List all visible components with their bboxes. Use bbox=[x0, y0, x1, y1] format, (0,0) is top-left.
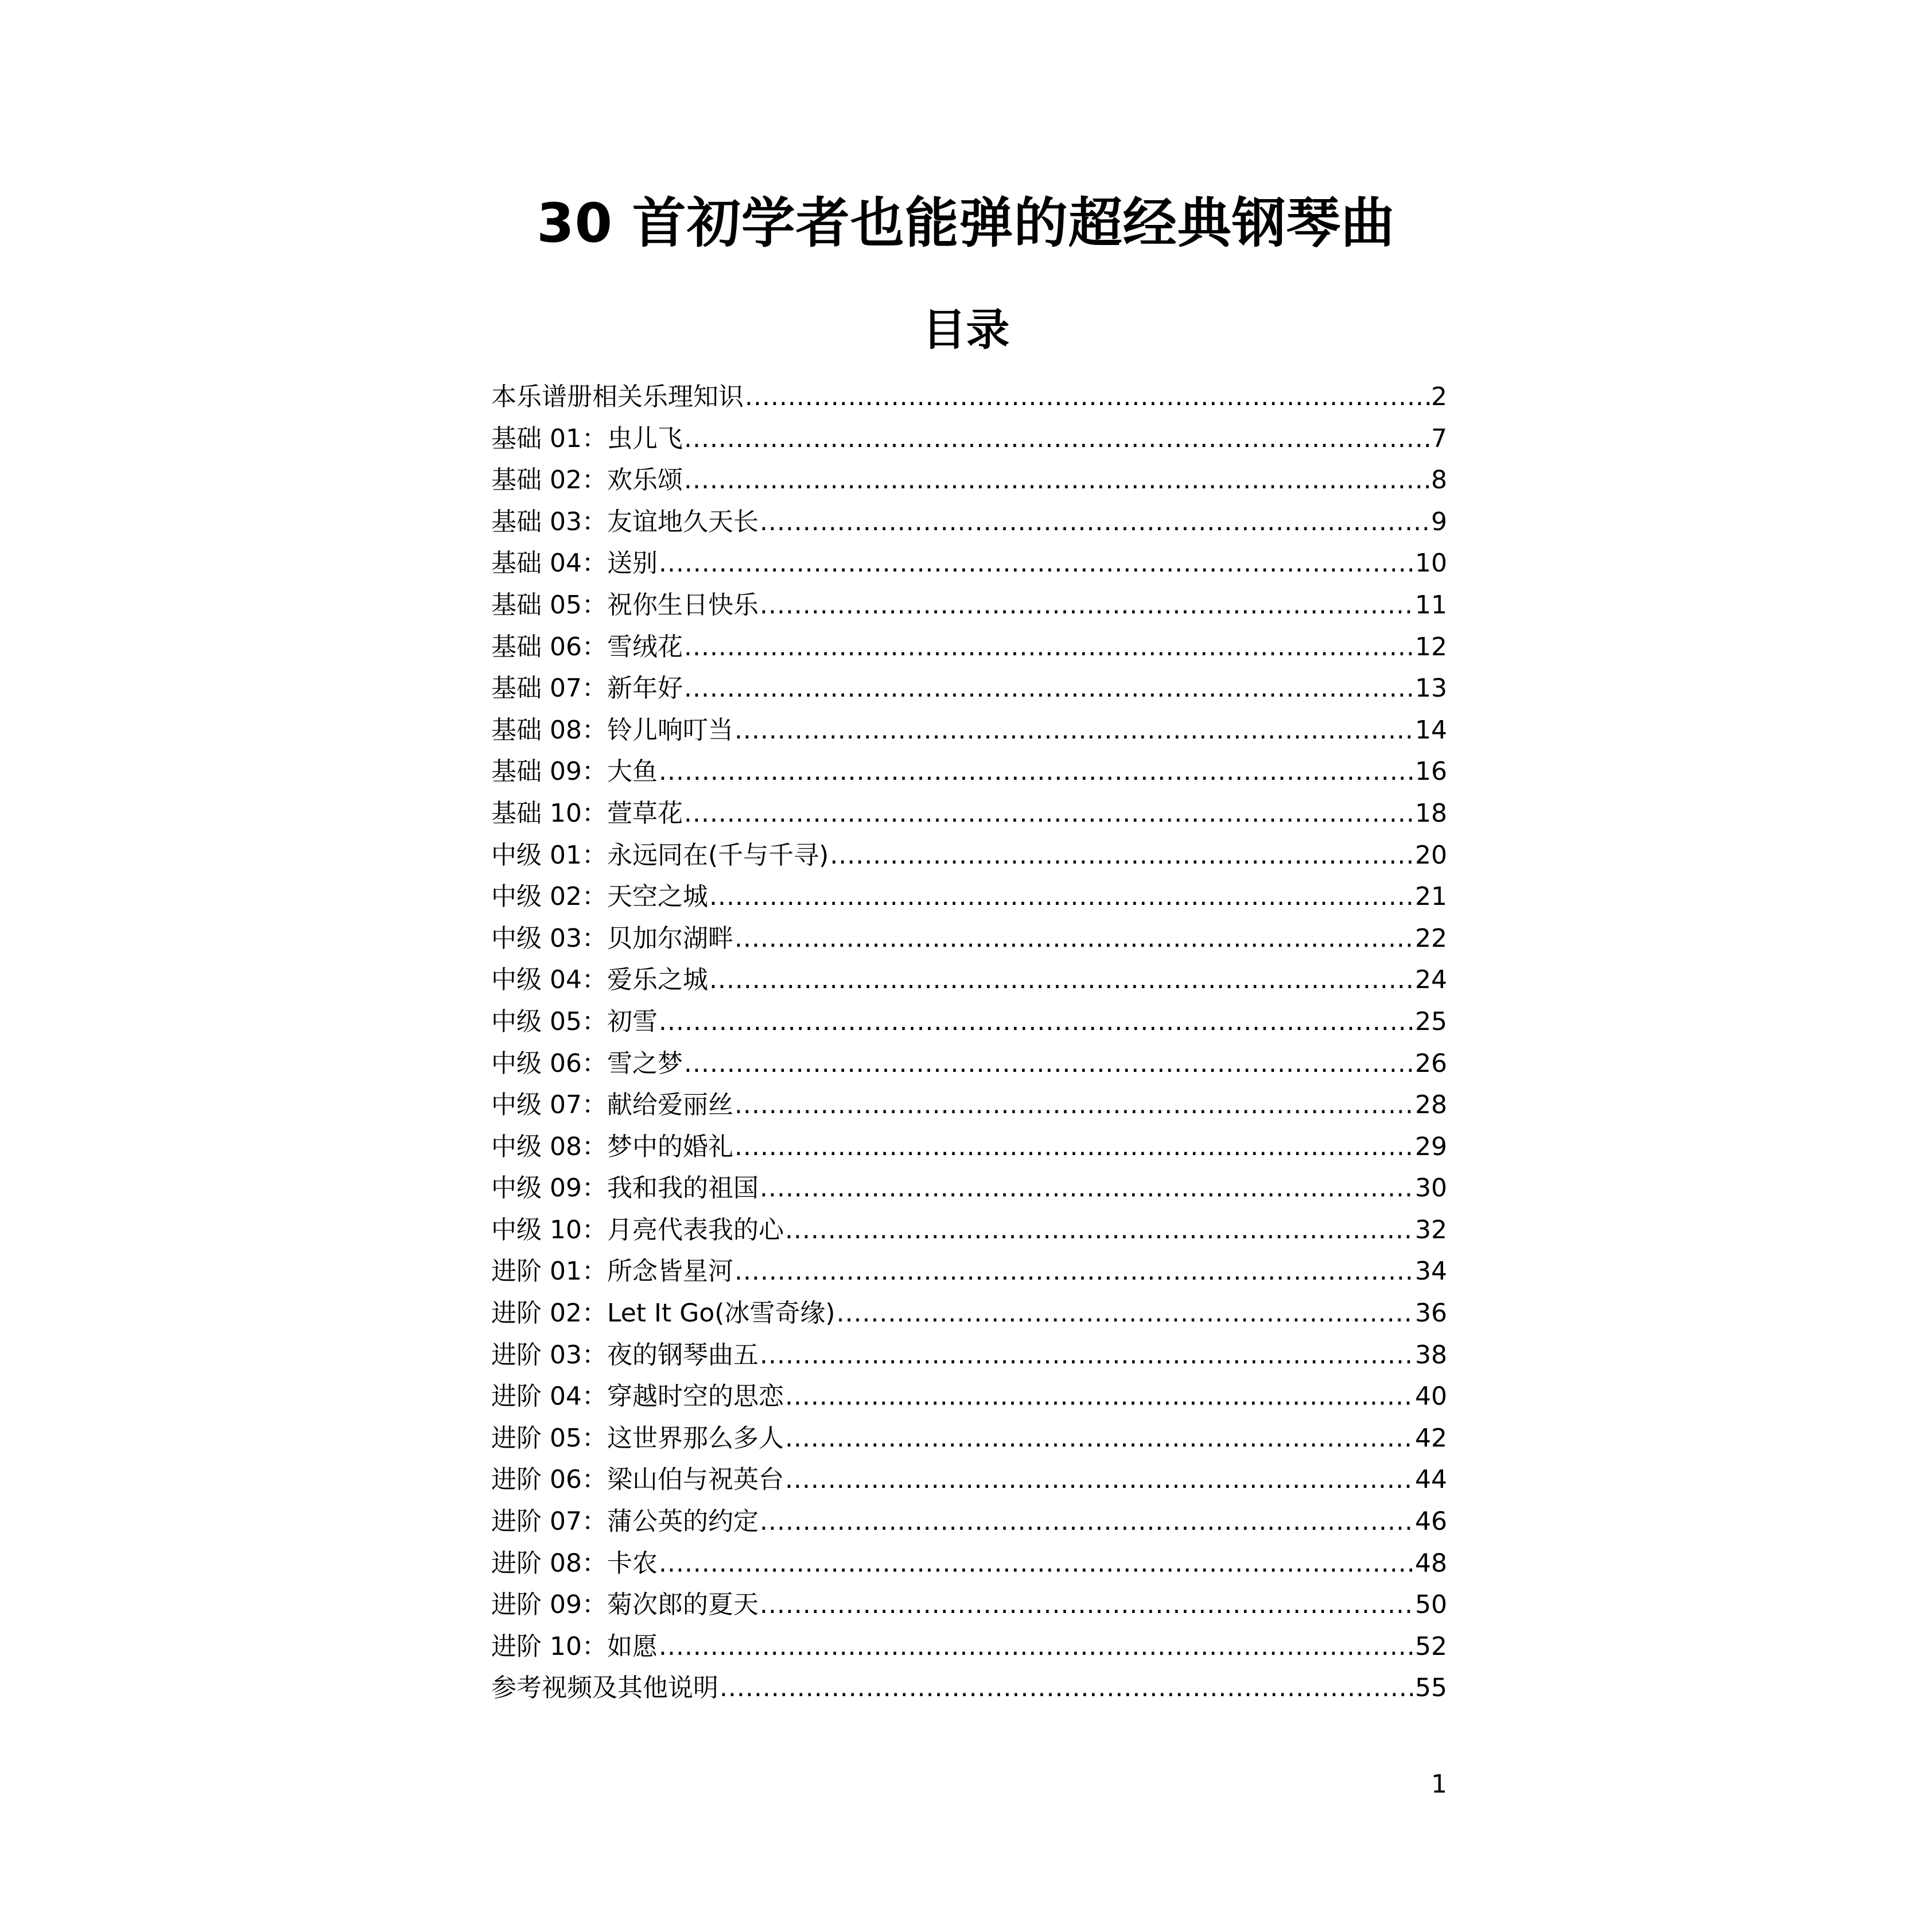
toc-entry-page: 21 bbox=[1415, 882, 1447, 912]
toc-entry-label: 进阶 02：Let It Go(冰雪奇缘) bbox=[491, 1299, 835, 1328]
toc-entry-page: 22 bbox=[1415, 923, 1447, 953]
toc-entry[interactable] bbox=[491, 1084, 1447, 1126]
toc-entry[interactable] bbox=[491, 1293, 1447, 1335]
toc-entry[interactable] bbox=[491, 1043, 1447, 1085]
toc-entry-label: 进阶 07：蒲公英的约定 bbox=[491, 1507, 759, 1537]
dot-leader bbox=[659, 1001, 1414, 1043]
toc-entry-label: 中级 10：月亮代表我的心 bbox=[491, 1215, 784, 1245]
toc-entry[interactable] bbox=[491, 1376, 1447, 1418]
toc-entry[interactable] bbox=[491, 668, 1447, 710]
toc-entry-label: 进阶 03：夜的钢琴曲五 bbox=[491, 1340, 759, 1370]
toc-entry-label: 中级 01：永远同在(千与千寻) bbox=[491, 840, 829, 870]
toc-entry-page: 42 bbox=[1415, 1423, 1447, 1453]
dot-leader bbox=[684, 668, 1414, 710]
toc-entry-page: 55 bbox=[1415, 1673, 1447, 1703]
toc-entry[interactable] bbox=[491, 1501, 1447, 1543]
dot-leader bbox=[659, 1626, 1414, 1668]
toc-entry[interactable] bbox=[491, 1335, 1447, 1377]
toc-entry[interactable] bbox=[491, 1667, 1447, 1709]
dot-leader bbox=[659, 543, 1414, 585]
toc-entry-label: 基础 09：大鱼 bbox=[491, 757, 658, 787]
toc-entry-label: 进阶 10：如愿 bbox=[491, 1631, 658, 1661]
toc-entry-label: 中级 08：梦中的婚礼 bbox=[491, 1132, 733, 1161]
dot-leader bbox=[684, 793, 1414, 835]
toc-entry-page: 24 bbox=[1415, 965, 1447, 995]
toc-entry[interactable] bbox=[491, 918, 1447, 960]
toc-entry-label: 基础 10：萱草花 bbox=[491, 798, 683, 828]
dot-leader bbox=[785, 1376, 1414, 1418]
dot-leader bbox=[684, 1043, 1414, 1085]
dot-leader bbox=[734, 1084, 1414, 1126]
dot-leader bbox=[734, 918, 1414, 960]
toc-entry-label: 中级 05：初雪 bbox=[491, 1006, 658, 1036]
dot-leader bbox=[684, 460, 1430, 502]
toc-entry[interactable] bbox=[491, 585, 1447, 627]
toc-entry-label: 中级 04：爱乐之城 bbox=[491, 965, 708, 995]
toc-entry-page: 52 bbox=[1415, 1631, 1447, 1661]
toc-entry-label: 进阶 05：这世界那么多人 bbox=[491, 1423, 784, 1453]
toc-entry[interactable] bbox=[491, 1584, 1447, 1626]
toc-entry-page: 25 bbox=[1415, 1006, 1447, 1036]
toc-entry-page: 32 bbox=[1415, 1215, 1447, 1245]
toc-entry-label: 基础 06：雪绒花 bbox=[491, 632, 683, 662]
dot-leader bbox=[659, 751, 1414, 793]
toc-entry-label: 基础 07：新年好 bbox=[491, 674, 683, 703]
toc-entry-page: 2 bbox=[1431, 382, 1447, 411]
toc-entry[interactable] bbox=[491, 418, 1447, 460]
toc-entry-label: 进阶 09：菊次郎的夏天 bbox=[491, 1590, 759, 1620]
toc-entry[interactable] bbox=[491, 460, 1447, 502]
toc-entry-label: 基础 03：友谊地久天长 bbox=[491, 507, 759, 537]
dot-leader bbox=[760, 502, 1430, 543]
dot-leader bbox=[734, 1251, 1414, 1293]
toc-entry-page: 34 bbox=[1415, 1257, 1447, 1286]
dot-leader bbox=[785, 1210, 1414, 1251]
toc-entry-page: 40 bbox=[1415, 1382, 1447, 1412]
dot-leader bbox=[760, 585, 1414, 627]
toc-entry-page: 50 bbox=[1415, 1590, 1447, 1620]
toc-entry[interactable] bbox=[491, 876, 1447, 918]
toc-entry-page: 7 bbox=[1431, 423, 1447, 453]
dot-leader bbox=[760, 1501, 1414, 1543]
dot-leader bbox=[709, 959, 1414, 1001]
dot-leader bbox=[709, 876, 1414, 918]
toc-heading: 目录 bbox=[922, 304, 1010, 355]
toc-entry[interactable] bbox=[491, 1126, 1447, 1168]
toc-entry-label: 进阶 04：穿越时空的思恋 bbox=[491, 1382, 784, 1412]
toc-entry[interactable] bbox=[491, 1459, 1447, 1501]
toc-entry-page: 46 bbox=[1415, 1507, 1447, 1537]
toc-entry-label: 基础 05：祝你生日快乐 bbox=[491, 590, 759, 620]
toc-entry[interactable] bbox=[491, 1543, 1447, 1585]
toc-entry-page: 18 bbox=[1415, 798, 1447, 828]
toc-entry-page: 29 bbox=[1415, 1132, 1447, 1161]
toc-entry-label: 参考视频及其他说明 bbox=[491, 1673, 718, 1703]
toc-entry[interactable] bbox=[491, 627, 1447, 668]
toc-entry[interactable] bbox=[491, 502, 1447, 543]
toc-entry-label: 进阶 08：卡农 bbox=[491, 1548, 658, 1578]
toc-entry-label: 基础 02：欢乐颂 bbox=[491, 465, 683, 495]
toc-entry-page: 16 bbox=[1415, 757, 1447, 787]
toc-entry-label: 基础 01：虫儿飞 bbox=[491, 423, 683, 453]
toc-entry[interactable] bbox=[491, 1418, 1447, 1460]
dot-leader bbox=[745, 376, 1430, 418]
toc-entry[interactable] bbox=[491, 1251, 1447, 1293]
toc-entry-page: 11 bbox=[1415, 590, 1447, 620]
toc-entry-label: 本乐谱册相关乐理知识 bbox=[491, 382, 744, 411]
dot-leader bbox=[760, 1335, 1414, 1377]
toc-entry-page: 30 bbox=[1415, 1173, 1447, 1203]
dot-leader bbox=[684, 627, 1414, 668]
dot-leader bbox=[830, 835, 1414, 877]
toc-entry[interactable] bbox=[491, 835, 1447, 877]
toc-entry[interactable] bbox=[491, 1210, 1447, 1251]
table-of-contents bbox=[491, 376, 1447, 1709]
toc-entry[interactable] bbox=[491, 1168, 1447, 1210]
toc-entry-page: 38 bbox=[1415, 1340, 1447, 1370]
toc-entry-label: 中级 02：天空之城 bbox=[491, 882, 708, 912]
toc-entry-page: 9 bbox=[1431, 507, 1447, 537]
toc-entry-page: 10 bbox=[1415, 549, 1447, 578]
toc-entry-label: 中级 03：贝加尔湖畔 bbox=[491, 923, 733, 953]
toc-entry-page: 48 bbox=[1415, 1548, 1447, 1578]
toc-entry-page: 12 bbox=[1415, 632, 1447, 662]
toc-entry[interactable] bbox=[491, 376, 1447, 418]
document-title: 30 首初学者也能弹的超经典钢琴曲 bbox=[537, 192, 1395, 255]
toc-entry-page: 13 bbox=[1415, 674, 1447, 703]
toc-entry-label: 进阶 01：所念皆星河 bbox=[491, 1257, 733, 1286]
toc-entry-page: 26 bbox=[1415, 1048, 1447, 1078]
toc-entry[interactable] bbox=[491, 543, 1447, 585]
toc-entry-label: 中级 09：我和我的祖国 bbox=[491, 1173, 759, 1203]
toc-entry-label: 基础 04：送别 bbox=[491, 549, 658, 578]
dot-leader bbox=[720, 1667, 1414, 1709]
dot-leader bbox=[734, 1126, 1414, 1168]
toc-entry-label: 中级 07：献给爱丽丝 bbox=[491, 1090, 733, 1120]
dot-leader bbox=[760, 1584, 1414, 1626]
toc-entry-page: 28 bbox=[1415, 1090, 1447, 1120]
dot-leader bbox=[734, 710, 1414, 752]
toc-entry[interactable] bbox=[491, 1626, 1447, 1668]
toc-entry[interactable] bbox=[491, 1001, 1447, 1043]
toc-entry-page: 14 bbox=[1415, 715, 1447, 745]
toc-entry[interactable] bbox=[491, 793, 1447, 835]
toc-entry[interactable] bbox=[491, 751, 1447, 793]
toc-entry-label: 中级 06：雪之梦 bbox=[491, 1048, 683, 1078]
toc-entry[interactable] bbox=[491, 710, 1447, 752]
toc-entry-page: 8 bbox=[1431, 465, 1447, 495]
toc-entry-page: 20 bbox=[1415, 840, 1447, 870]
dot-leader bbox=[659, 1543, 1414, 1585]
dot-leader bbox=[760, 1168, 1414, 1210]
dot-leader bbox=[785, 1418, 1414, 1460]
toc-entry-label: 基础 08：铃儿响叮当 bbox=[491, 715, 733, 745]
dot-leader bbox=[684, 418, 1430, 460]
toc-entry-label: 进阶 06：梁山伯与祝英台 bbox=[491, 1465, 784, 1495]
toc-entry-page: 44 bbox=[1415, 1465, 1447, 1495]
page-number: 1 bbox=[1431, 1770, 1447, 1799]
dot-leader bbox=[837, 1293, 1414, 1335]
dot-leader bbox=[785, 1459, 1414, 1501]
toc-entry-page: 36 bbox=[1415, 1299, 1447, 1328]
toc-entry[interactable] bbox=[491, 959, 1447, 1001]
